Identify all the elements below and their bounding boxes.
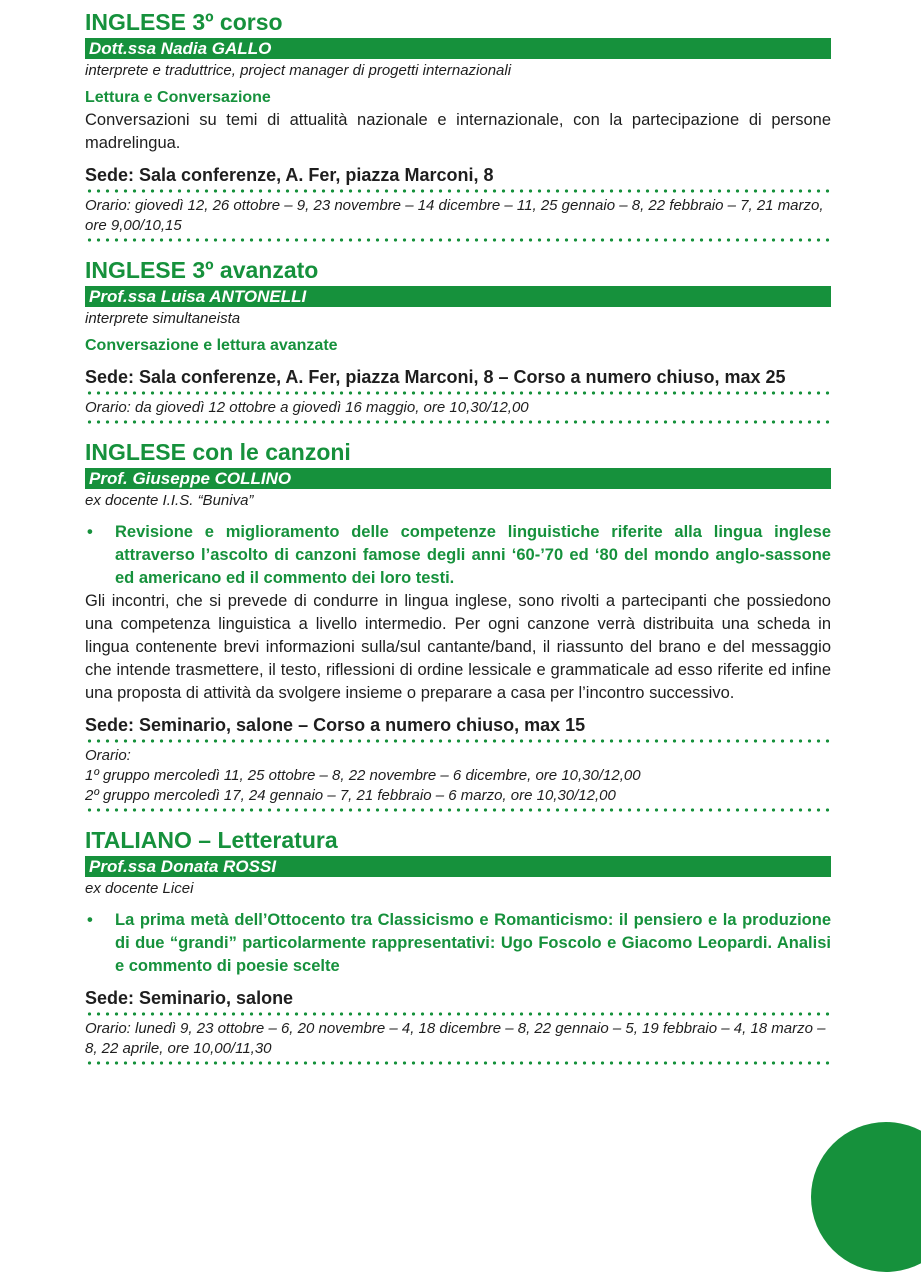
teacher-role: interprete simultaneista — [85, 310, 241, 327]
course-schedule-group-1: 1º gruppo mercoledì 11, 25 ottobre – 8, 22 novembre – 6 dicembre, ore 10,30/12,00 — [85, 767, 641, 784]
teacher-role: interprete e traduttrice, project manager di progetti internazionali — [85, 62, 512, 79]
course-location: Sede: Seminario, salone – Corso a numero chiuso, max 15 — [85, 715, 586, 735]
course-inglese-3-corso — [85, 8, 831, 242]
dotted-divider — [85, 1061, 831, 1065]
teacher-banner: Prof.ssa Luisa ANTONELLI — [85, 286, 831, 307]
course-location: Sede: Sala conferenze, A. Fer, piazza Marconi, 8 — [85, 165, 494, 185]
teacher-role: ex docente I.I.S. “Buniva” — [85, 492, 254, 509]
course-schedule-group-2: 2º gruppo mercoledì 17, 24 gennaio – 7, 21 febbraio – 6 marzo, ore 10,30/12,00 — [85, 787, 616, 804]
teacher-banner: Prof. Giuseppe COLLINO — [85, 468, 831, 489]
course-description: Conversazioni su temi di attualità nazionale e internazionale, con la partecipazione di persone madrelingua. — [85, 111, 831, 152]
teacher-banner: Prof.ssa Donata ROSSI — [85, 856, 831, 877]
course-inglese-canzoni — [85, 438, 831, 812]
dotted-divider — [85, 189, 831, 193]
decorative-corner-circle — [811, 1122, 921, 1272]
course-list — [85, 8, 831, 1079]
dotted-divider — [85, 420, 831, 424]
teacher-role: ex docente Licei — [85, 880, 194, 897]
course-topic — [85, 521, 831, 590]
course-schedule: Orario: da giovedì 12 ottobre a giovedì 16 maggio, ore 10,30/12,00 — [85, 399, 529, 416]
course-title: INGLESE 3º avanzato — [85, 257, 319, 283]
course-topic — [85, 909, 831, 978]
course-location: Sede: Seminario, salone — [85, 988, 294, 1008]
dotted-divider — [85, 391, 831, 395]
course-schedule: Orario: lunedì 9, 23 ottobre – 6, 20 novembre – 4, 18 dicembre – 8, 22 gennaio – 5, 19 febbraio – 4, 18 marzo – 8, 22 aprile, ore 10,00/11,30 — [85, 1020, 826, 1057]
dotted-divider — [85, 808, 831, 812]
course-subtitle: Lettura e Conversazione — [85, 89, 271, 106]
course-topic-text: Revisione e miglioramento delle competenze linguistiche riferite alla lingua inglese attraverso l’ascolto di canzoni famose degli anni ‘60-’70 ed ‘80 del mondo anglo-sassone ed americano ed il commento dei loro testi. — [115, 523, 831, 587]
course-schedule: Orario: giovedì 12, 26 ottobre – 9, 23 novembre – 14 dicembre – 11, 25 gennaio – 8, 22 febbraio – 7, 21 marzo, ore 9,00/10,15 — [85, 197, 824, 234]
course-inglese-3-avanzato — [85, 256, 831, 424]
dotted-divider — [85, 238, 831, 242]
dotted-divider — [85, 1012, 831, 1016]
course-title: ITALIANO – Letteratura — [85, 827, 338, 853]
course-title: INGLESE 3º corso — [85, 9, 283, 35]
course-italiano-letteratura — [85, 826, 831, 1065]
bullet-icon: • — [87, 911, 93, 929]
course-title: INGLESE con le canzoni — [85, 439, 351, 465]
course-description: Gli incontri, che si prevede di condurre in lingua inglese, sono rivolti a partecipanti che possiedono una competenza linguistica a livello intermedio. Per ogni canzone verrà distribuita una scheda in lingua contenente brevi informazioni sulla/sul cantante/band, il riassunto del brano e del messaggio che intende trasmettere, il testo, riflessioni di ordine lessicale e grammaticale ad esso riferite ed infine una proposta di attività da svolgere insieme o preparare a casa per l’incontro successivo. — [85, 592, 831, 702]
course-schedule-label: Orario: — [85, 747, 131, 764]
course-topic-text: La prima metà dell’Ottocento tra Classicismo e Romanticismo: il pensiero e la produzione di due “grandi” particolarmente rappresentativi: Ugo Foscolo e Giacomo Leopardi. Analisi e commento di poesie scelte — [115, 911, 831, 975]
course-location: Sede: Sala conferenze, A. Fer, piazza Marconi, 8 – Corso a numero chiuso, max 25 — [85, 367, 786, 387]
bullet-icon: • — [87, 523, 93, 541]
course-subtitle: Conversazione e lettura avanzate — [85, 337, 338, 354]
teacher-banner: Dott.ssa Nadia GALLO — [85, 38, 831, 59]
dotted-divider — [85, 739, 831, 743]
